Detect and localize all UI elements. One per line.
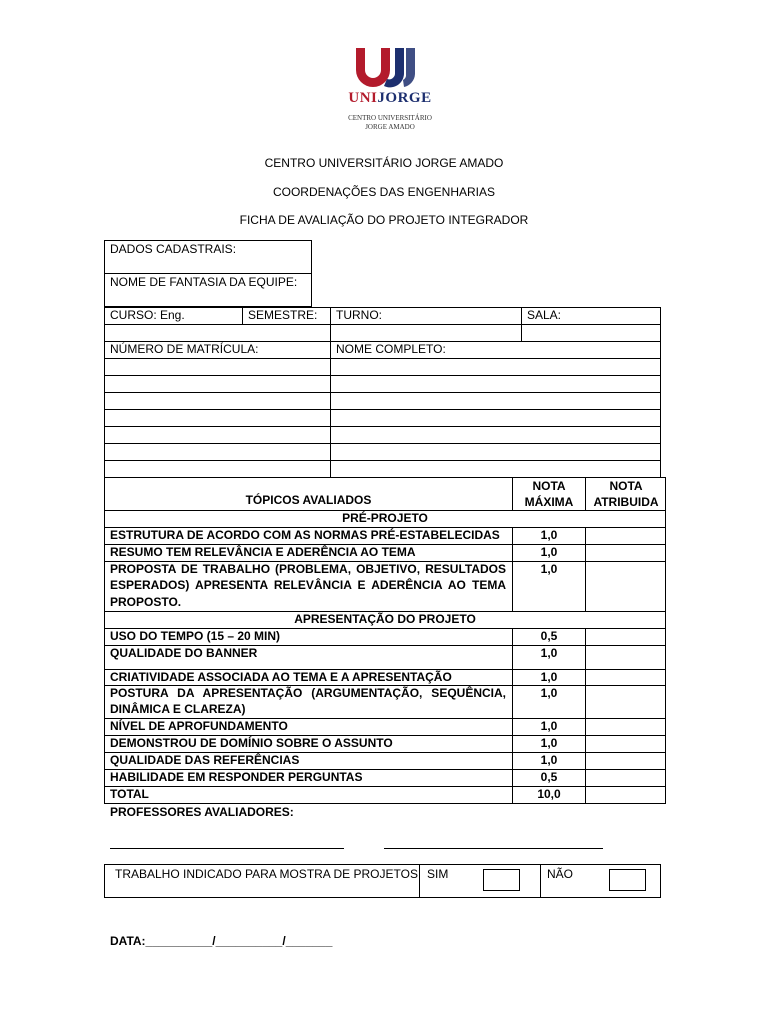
- section-apresentacao-label: APRESENTAÇÃO DO PROJETO: [294, 612, 476, 626]
- nome-label: NOME COMPLETO:: [336, 342, 446, 356]
- total-label: TOTAL: [110, 787, 149, 801]
- logo-wordmark-jorge: JORGE: [377, 90, 432, 106]
- nome-input-5[interactable]: [330, 426, 661, 444]
- max-value: 1,0: [540, 545, 558, 559]
- matricula-input-2[interactable]: [104, 375, 331, 393]
- nome-fantasia-label: NOME DE FANTASIA DA EQUIPE:: [110, 275, 298, 289]
- section-pre-projeto-label: PRÉ-PROJETO: [342, 511, 428, 525]
- matricula-input-6[interactable]: [104, 443, 331, 461]
- score-input[interactable]: [585, 752, 666, 770]
- nome-input-2[interactable]: [330, 375, 661, 393]
- topic-label-line2: ESPERADOS) APRESENTA RELEVÂNCIA E ADERÊNCIA AO TEMA: [110, 578, 506, 592]
- topic-label-line1: PROPOSTA DE TRABALHO (PROBLEMA, OBJETIVO, RESULTADOS: [110, 562, 506, 576]
- date-field[interactable]: DATA:__________/__________/_______: [110, 934, 333, 948]
- topic-label: DEMONSTROU DE DOMÍNIO SOBRE O ASSUNTO: [110, 736, 393, 750]
- topic-label: RESUMO TEM RELEVÂNCIA E ADERÊNCIA AO TEMA: [110, 545, 416, 559]
- logo-sub-line2: JORGE AMADO: [365, 123, 415, 131]
- nota-atribuida-header: NOTA ATRIBUIDA: [593, 479, 659, 509]
- topic-label: HABILIDADE EM RESPONDER PERGUNTAS: [110, 770, 363, 784]
- total-cell: [104, 786, 513, 804]
- topic-label-line2: DINÂMICA E CLAREZA): [110, 702, 246, 716]
- nao-label: NÃO: [547, 867, 574, 881]
- matricula-input-1[interactable]: [104, 358, 331, 376]
- header-coordination: COORDENAÇÕES DAS ENGENHARIAS: [272, 185, 496, 199]
- sim-checkbox[interactable]: [483, 869, 520, 891]
- logo-sub-line1: CENTRO UNIVERSITÁRIO: [348, 114, 432, 122]
- max-value: 0,5: [540, 770, 558, 784]
- topic-label: QUALIDADE DO BANNER: [110, 646, 258, 660]
- max-value: 1,0: [540, 562, 558, 576]
- topic-label: USO DO TEMPO (15 – 20 MIN): [110, 629, 281, 643]
- sala-label: SALA:: [527, 308, 562, 322]
- sala-value-cell[interactable]: [521, 324, 661, 342]
- topic-label: NÍVEL DE APROFUNDAMENTO: [110, 719, 288, 733]
- indicado-label: TRABALHO INDICADO PARA MOSTRA DE PROJETOS: [115, 867, 418, 881]
- max-value: 1,0: [540, 528, 558, 542]
- header-institution: CENTRO UNIVERSITÁRIO JORGE AMADO: [264, 156, 504, 170]
- signature-line-1[interactable]: [110, 848, 344, 849]
- nome-input-3[interactable]: [330, 392, 661, 410]
- topic-label: ESTRUTURA DE ACORDO COM AS NORMAS PRÉ-ESTABELECIDAS: [110, 528, 500, 542]
- score-input[interactable]: [585, 718, 666, 736]
- sim-label: SIM: [427, 867, 449, 881]
- nome-input-4[interactable]: [330, 409, 661, 427]
- curso-label: CURSO: Eng.: [110, 308, 185, 322]
- max-value: 1,0: [540, 646, 558, 660]
- score-input[interactable]: [585, 735, 666, 753]
- topic-label: QUALIDADE DAS REFERÊNCIAS: [110, 753, 300, 767]
- signature-line-2[interactable]: [384, 848, 603, 849]
- matricula-input-5[interactable]: [104, 426, 331, 444]
- matricula-label: NÚMERO DE MATRÍCULA:: [110, 342, 259, 356]
- topic-label: CRIATIVIDADE ASSOCIADA AO TEMA E A APRESENTAÇÃO: [110, 670, 452, 684]
- max-value: 1,0: [540, 753, 558, 767]
- total-score-input[interactable]: [585, 786, 666, 804]
- unijorge-logo: [340, 46, 440, 136]
- topicos-header: TÓPICOS AVALIADOS: [245, 493, 372, 507]
- curso-value-cell[interactable]: [104, 324, 331, 342]
- header-form-title: FICHA DE AVALIAÇÃO DO PROJETO INTEGRADOR: [239, 213, 529, 227]
- semestre-label: SEMESTRE:: [248, 308, 318, 322]
- score-input[interactable]: [585, 527, 666, 545]
- score-input[interactable]: [585, 669, 666, 686]
- dados-cadastrais-label: DADOS CADASTRAIS:: [110, 242, 237, 256]
- turno-value-cell[interactable]: [330, 324, 522, 342]
- nome-input-7[interactable]: [330, 460, 661, 478]
- professores-label: PROFESSORES AVALIADORES:: [110, 805, 294, 819]
- nome-input-6[interactable]: [330, 443, 661, 461]
- max-value: 0,5: [540, 629, 558, 643]
- max-value: 1,0: [540, 686, 558, 700]
- score-input[interactable]: [585, 769, 666, 787]
- max-value: 1,0: [540, 736, 558, 750]
- nome-input-1[interactable]: [330, 358, 661, 376]
- uj-emblem-icon: [340, 46, 440, 90]
- matricula-input-3[interactable]: [104, 392, 331, 410]
- matricula-input-7[interactable]: [104, 460, 331, 478]
- score-input[interactable]: [585, 645, 666, 670]
- score-input[interactable]: [585, 628, 666, 646]
- score-input[interactable]: [585, 685, 666, 719]
- total-max-value: 10,0: [537, 787, 561, 801]
- score-input[interactable]: [585, 544, 666, 562]
- topic-label-line3: PROPOSTO.: [110, 595, 182, 609]
- turno-label: TURNO:: [336, 308, 382, 322]
- max-value: 1,0: [540, 719, 558, 733]
- score-input[interactable]: [585, 561, 666, 612]
- matricula-input-4[interactable]: [104, 409, 331, 427]
- max-value: 1,0: [540, 670, 558, 684]
- nota-maxima-header: NOTA MÁXIMA: [524, 479, 574, 509]
- topic-label-line1: POSTURA DA APRESENTAÇÃO (ARGUMENTAÇÃO, SEQUÊNCIA,: [110, 686, 506, 700]
- nao-checkbox[interactable]: [609, 869, 646, 891]
- logo-wordmark-uni: UNI: [348, 90, 378, 106]
